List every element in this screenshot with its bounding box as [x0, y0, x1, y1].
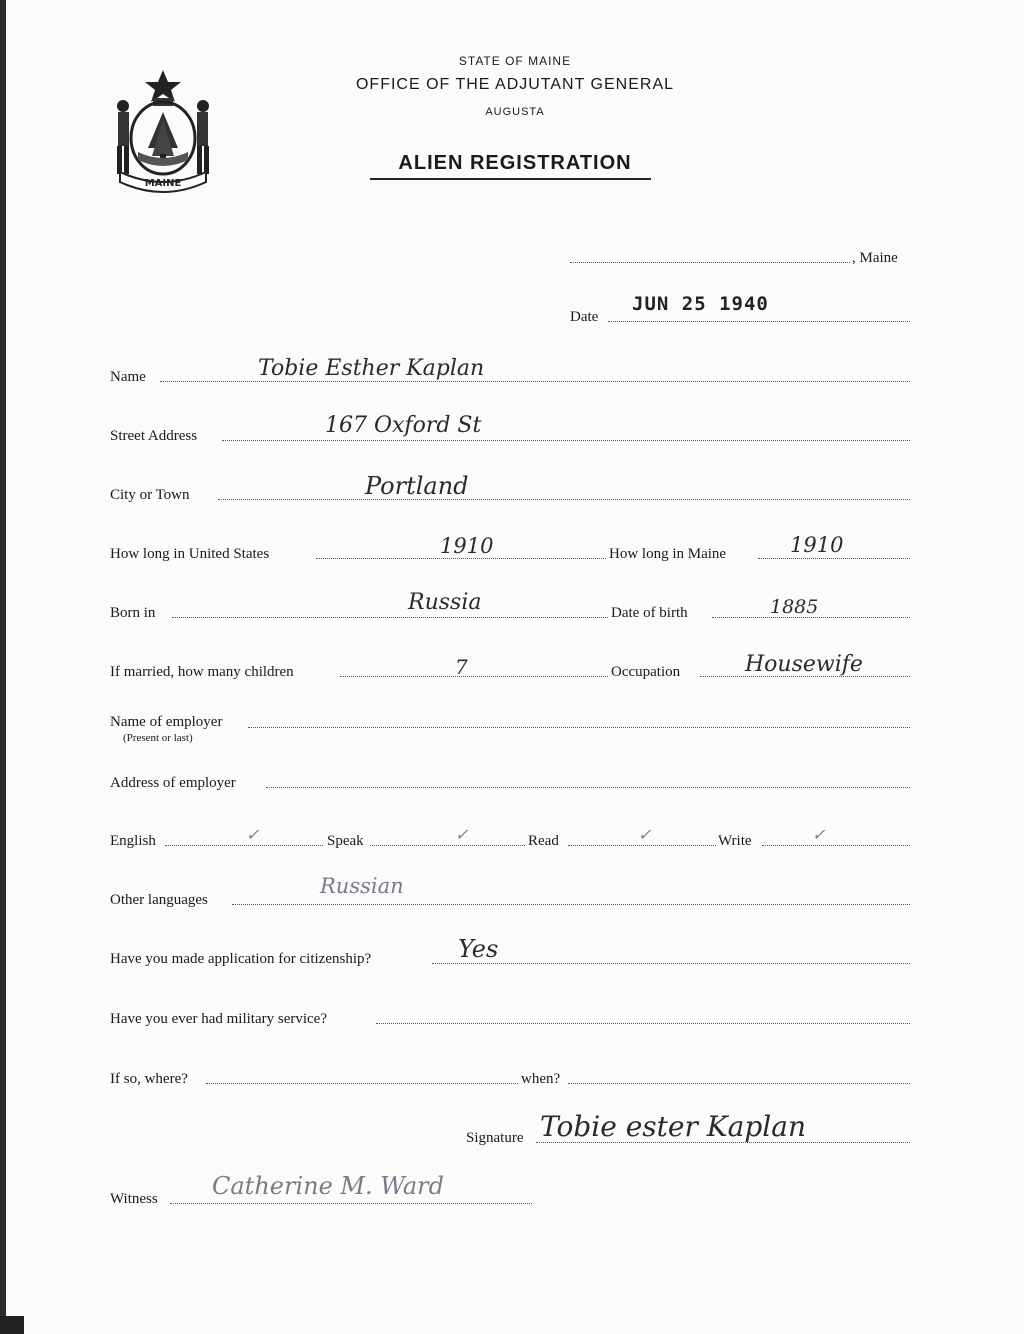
form-title: ALIEN REGISTRATION [398, 152, 632, 174]
english-label: English [110, 833, 156, 849]
when-line [568, 1083, 910, 1084]
name-label: Name [110, 369, 146, 385]
when-label: when? [521, 1071, 561, 1087]
speak-check: ✓ [455, 825, 469, 844]
born-in-label: Born in [110, 605, 156, 621]
maine-time-line [758, 558, 910, 559]
english-check: ✓ [246, 825, 260, 844]
where-line [206, 1083, 518, 1084]
title-underline [370, 178, 651, 180]
scan-edge [0, 0, 6, 1334]
military-line [376, 1023, 910, 1024]
born-in-value: Russia [408, 590, 482, 615]
other-languages-label: Other languages [110, 892, 208, 908]
us-time-value: 1910 [440, 534, 494, 558]
date-line [608, 321, 910, 322]
employer-name-label: Name of employer [110, 714, 223, 730]
employer-name-line [248, 727, 910, 728]
us-time-label: How long in United States [110, 546, 270, 562]
military-label: Have you ever had military service? [110, 1011, 327, 1027]
read-label: Read [528, 833, 559, 849]
citizenship-value: Yes [458, 935, 499, 963]
read-line [568, 845, 716, 846]
employer-address-line [266, 787, 910, 788]
citizenship-line [432, 963, 910, 964]
street-value: 167 Oxford St [325, 413, 482, 438]
maine-seal-icon [108, 68, 218, 196]
other-languages-line [232, 904, 910, 905]
name-value: Tobie Esther Kaplan [258, 356, 485, 381]
employer-name-sublabel: (Present or last) [123, 732, 193, 744]
us-time-line [316, 558, 606, 559]
employer-address-label: Address of employer [110, 775, 236, 791]
write-label: Write [718, 833, 752, 849]
other-languages-value: Russian [320, 874, 404, 898]
witness-label: Witness [110, 1191, 158, 1207]
children-line [340, 676, 608, 677]
born-in-line [172, 617, 608, 618]
occupation-label: Occupation [611, 664, 681, 680]
dob-value: 1885 [770, 596, 819, 618]
place-line [570, 262, 850, 263]
dob-label: Date of birth [611, 605, 688, 621]
header-city: AUGUSTA [485, 106, 545, 118]
name-line [160, 381, 910, 382]
maine-time-value: 1910 [790, 533, 844, 557]
seal-banner-text: MAINE [144, 178, 182, 189]
citizenship-label: Have you made application for citizenship? [110, 951, 372, 967]
children-value: 7 [455, 655, 468, 679]
city-line [218, 499, 910, 500]
header-office: OFFICE OF THE ADJUTANT GENERAL [355, 76, 675, 93]
signature-value: Tobie ester Kaplan [540, 1110, 806, 1143]
city-label: City or Town [110, 487, 190, 503]
street-line [222, 440, 910, 441]
write-check: ✓ [812, 825, 826, 844]
children-label: If married, how many children [110, 664, 294, 680]
speak-line [370, 845, 525, 846]
write-line [762, 845, 910, 846]
signature-label: Signature [466, 1130, 524, 1146]
header-state: STATE OF MAINE [458, 54, 572, 68]
occupation-value: Housewife [745, 652, 863, 677]
place-suffix: , Maine [852, 250, 898, 266]
date-stamp: JUN 25 1940 [632, 293, 769, 315]
street-label: Street Address [110, 428, 198, 444]
maine-time-label: How long in Maine [609, 546, 727, 562]
read-check: ✓ [638, 825, 652, 844]
scan-corner [0, 1316, 24, 1334]
speak-label: Speak [327, 833, 364, 849]
city-value: Portland [365, 472, 469, 500]
witness-value: Catherine M. Ward [212, 1172, 444, 1200]
where-label: If so, where? [110, 1071, 188, 1087]
date-label: Date [570, 309, 599, 325]
english-line [165, 845, 323, 846]
witness-line [170, 1203, 532, 1204]
